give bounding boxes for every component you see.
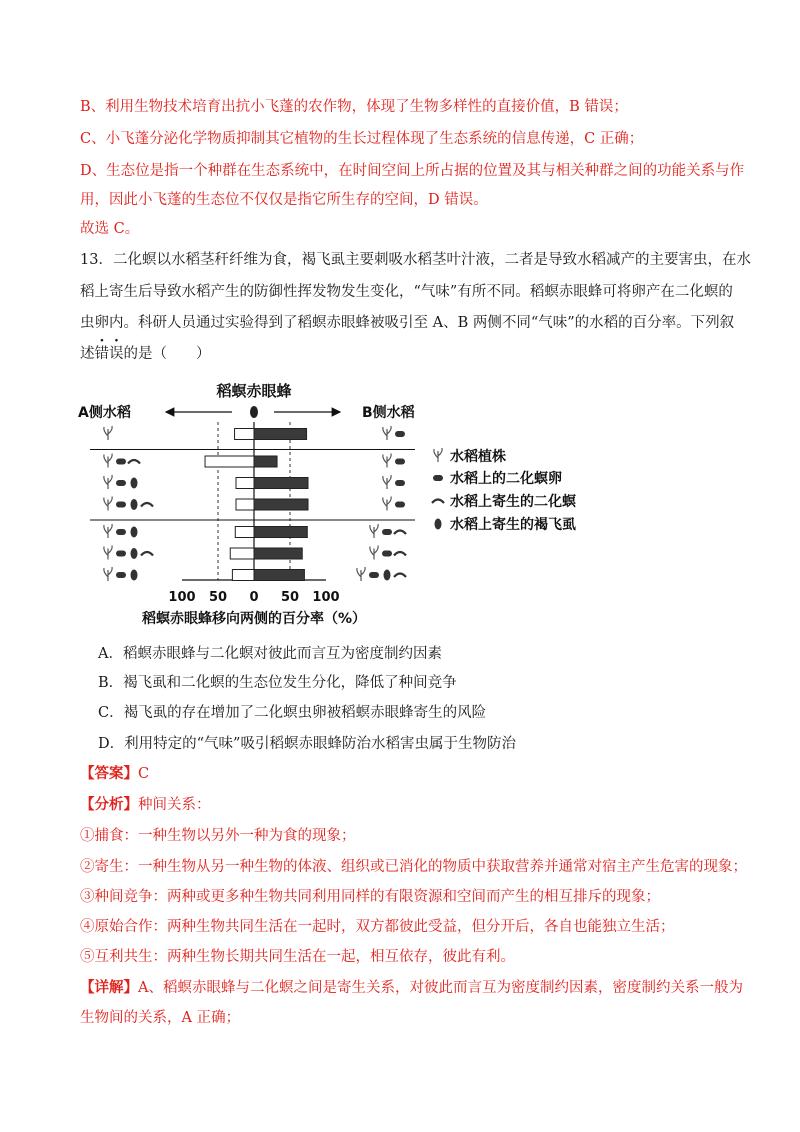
- analysis-tag: 【分析】: [80, 796, 138, 813]
- right-side-label: B侧水稻: [362, 405, 415, 421]
- emphasis-char-2: 误: [109, 346, 124, 362]
- rice-plant-icon: [104, 454, 112, 468]
- answer-line: [80, 764, 730, 784]
- borer-egg-icon: [116, 480, 126, 486]
- analysis-item: ①捕食：一种生物以另外一种为食的现象；: [80, 828, 356, 844]
- legend-label: 水稻上的二化螟卵: [450, 471, 562, 487]
- question-line-4: [80, 344, 730, 364]
- bar-b-side: [254, 499, 308, 510]
- bar-b-side: [254, 570, 304, 581]
- rice-plant-icon: [104, 524, 112, 538]
- borer-larva-icon: [432, 500, 444, 504]
- analysis-item: ②寄生：一种生物从另一种生物的体液、组织或已消化的物质中获取营养并通常对宿主产生危害的现象；: [80, 859, 747, 875]
- planthopper-icon: [131, 478, 138, 489]
- bar-b-side: [254, 548, 302, 559]
- option-b: B．褐飞虱和二化螟的生态位发生分化，降低了种间竞争: [98, 675, 457, 691]
- borer-egg-icon: [116, 572, 126, 578]
- analysis-item: ④原始合作：两种生物共同生活在一起时，双方都彼此受益，但分开后，各自也能独立生活；: [80, 919, 675, 935]
- question-line-4-post: 的是（ ）: [123, 346, 211, 362]
- borer-egg-icon: [433, 475, 443, 481]
- chart-title: 稻螟赤眼蜂: [216, 382, 292, 400]
- emphasis-char-1: 错: [94, 346, 109, 362]
- x-tick-label: 100: [312, 590, 340, 605]
- x-tick-label: 100: [168, 590, 196, 605]
- rice-plant-icon: [104, 546, 112, 560]
- rice-plant-icon: [383, 426, 391, 440]
- rice-plant-icon: [104, 426, 112, 440]
- analysis-item: ③种间竞争：两种或更多种生物共同利用同样的有限资源和空间而产生的相互排斥的现象；: [80, 889, 660, 905]
- planthopper-icon: [131, 548, 138, 559]
- borer-egg-icon: [369, 572, 379, 578]
- planthopper-icon: [131, 499, 138, 510]
- rice-plant-icon: [383, 475, 391, 489]
- legend-label: 水稻植株: [450, 449, 506, 465]
- rice-plant-icon: [104, 567, 112, 581]
- bar-a-side: [236, 478, 254, 489]
- bar-a-side: [235, 429, 254, 440]
- question-line-2: 稻上寄生后导致水稻产生的防御性挥发物发生变化，“气味”有所不同。稻螟赤眼蜂可将卵产在二化螟的: [80, 284, 733, 300]
- analysis-title: 种间关系：: [138, 797, 211, 813]
- borer-egg-icon: [116, 502, 126, 508]
- borer-larva-icon: [394, 574, 406, 578]
- planthopper-icon: [131, 570, 138, 581]
- borer-larva-icon: [141, 552, 153, 556]
- bar-b-side: [254, 429, 307, 440]
- borer-larva-icon: [141, 503, 153, 507]
- planthopper-icon: [384, 570, 391, 581]
- option-a: A．稻螟赤眼蜂与二化螟对彼此而言互为密度制约因素: [98, 646, 442, 662]
- x-tick-label: 50: [208, 590, 228, 605]
- rice-plant-icon: [434, 448, 442, 462]
- wasp-icon: [250, 406, 258, 418]
- borer-larva-icon: [394, 531, 406, 535]
- borer-egg-icon: [382, 551, 392, 557]
- analysis-heading: [80, 795, 730, 815]
- legend-label: 水稻上寄生的褐飞虱: [450, 517, 576, 533]
- borer-egg-icon: [116, 551, 126, 557]
- question-line-4-pre: 述: [80, 346, 95, 362]
- rice-plant-icon: [370, 524, 378, 538]
- prev-explanation-d2: 用，因此小飞蓬的生态位不仅仅是指它所生存的空间，D 错误。: [80, 192, 488, 208]
- bar-a-side: [205, 456, 254, 467]
- bar-b-side: [254, 456, 277, 467]
- x-axis-label: 稻螟赤眼蜂移向两侧的百分率（%）: [141, 611, 367, 627]
- question-line-1: 13．二化螟以水稻茎秆纤维为食，褐飞虱主要刺吸水稻茎叶汁液，二者是导致水稻减产的主要害虫，在水: [80, 252, 751, 268]
- borer-egg-icon: [395, 480, 405, 486]
- planthopper-icon: [435, 519, 442, 530]
- x-tick-label: 0: [249, 590, 259, 605]
- answer-tag: 【答案】: [80, 765, 138, 782]
- borer-egg-icon: [395, 502, 405, 508]
- planthopper-icon: [131, 527, 138, 538]
- rice-plant-icon: [104, 475, 112, 489]
- borer-larva-icon: [128, 460, 140, 464]
- detail-line-2: 生物间的关系，A 正确；: [80, 1010, 241, 1026]
- analysis-item: ⑤互利共生：两种生物长期共同生活在一起，相互依存，彼此有利。: [80, 949, 515, 965]
- answer-value: C: [138, 766, 150, 782]
- detail-text-1: A、稻螟赤眼蜂与二化螟之间是寄生关系，对彼此而言互为密度制约因素，密度制约关系一般为: [138, 980, 743, 996]
- borer-egg-icon: [382, 529, 392, 535]
- prev-choice: 故选 C。: [80, 221, 140, 237]
- rice-plant-icon: [104, 497, 112, 511]
- borer-egg-icon: [116, 529, 126, 535]
- prev-explanation-d1: D、生态位是指一个种群在生态系统中，在时间空间上所占据的位置及其与相关种群之间的功能关系与作: [80, 163, 745, 179]
- rice-plant-icon: [383, 497, 391, 511]
- bar-a-side: [232, 570, 254, 581]
- bar-b-side: [254, 527, 307, 538]
- borer-egg-icon: [395, 459, 405, 465]
- bar-a-side: [230, 548, 254, 559]
- question-line-3: 虫卵内。科研人员通过实验得到了稻螟赤眼蜂被吸引至 A、B 两侧不同“气味”的水稻的百分率。下列叙: [80, 315, 735, 331]
- experiment-figure: [0, 370, 800, 635]
- detail-tag: 【详解】: [80, 979, 138, 996]
- prev-explanation-c: C、小飞蓬分泌化学物质抑制其它植物的生长过程体现了生态系统的信息传递，C 正确；: [80, 131, 644, 147]
- legend-label: 水稻上寄生的二化螟: [450, 494, 576, 510]
- option-c: C．褐飞虱的存在增加了二化螟虫卵被稻螟赤眼蜂寄生的风险: [98, 705, 487, 721]
- bar-b-side: [254, 478, 308, 489]
- x-tick-label: 50: [280, 590, 300, 605]
- bar-a-side: [236, 499, 254, 510]
- bar-a-side: [235, 527, 254, 538]
- rice-plant-icon: [383, 454, 391, 468]
- rice-plant-icon: [357, 567, 365, 581]
- borer-egg-icon: [116, 459, 126, 465]
- option-d: D．利用特定的“气味”吸引稻螟赤眼蜂防治水稻害虫属于生物防治: [98, 736, 516, 752]
- prev-explanation-b: B、利用生物技术培育出抗小飞蓬的农作物，体现了生物多样性的直接价值，B 错误；: [80, 99, 628, 115]
- left-side-label: A侧水稻: [78, 405, 131, 421]
- rice-plant-icon: [370, 546, 378, 560]
- borer-egg-icon: [395, 431, 405, 437]
- detail-line-1: [80, 978, 743, 998]
- borer-larva-icon: [394, 552, 406, 556]
